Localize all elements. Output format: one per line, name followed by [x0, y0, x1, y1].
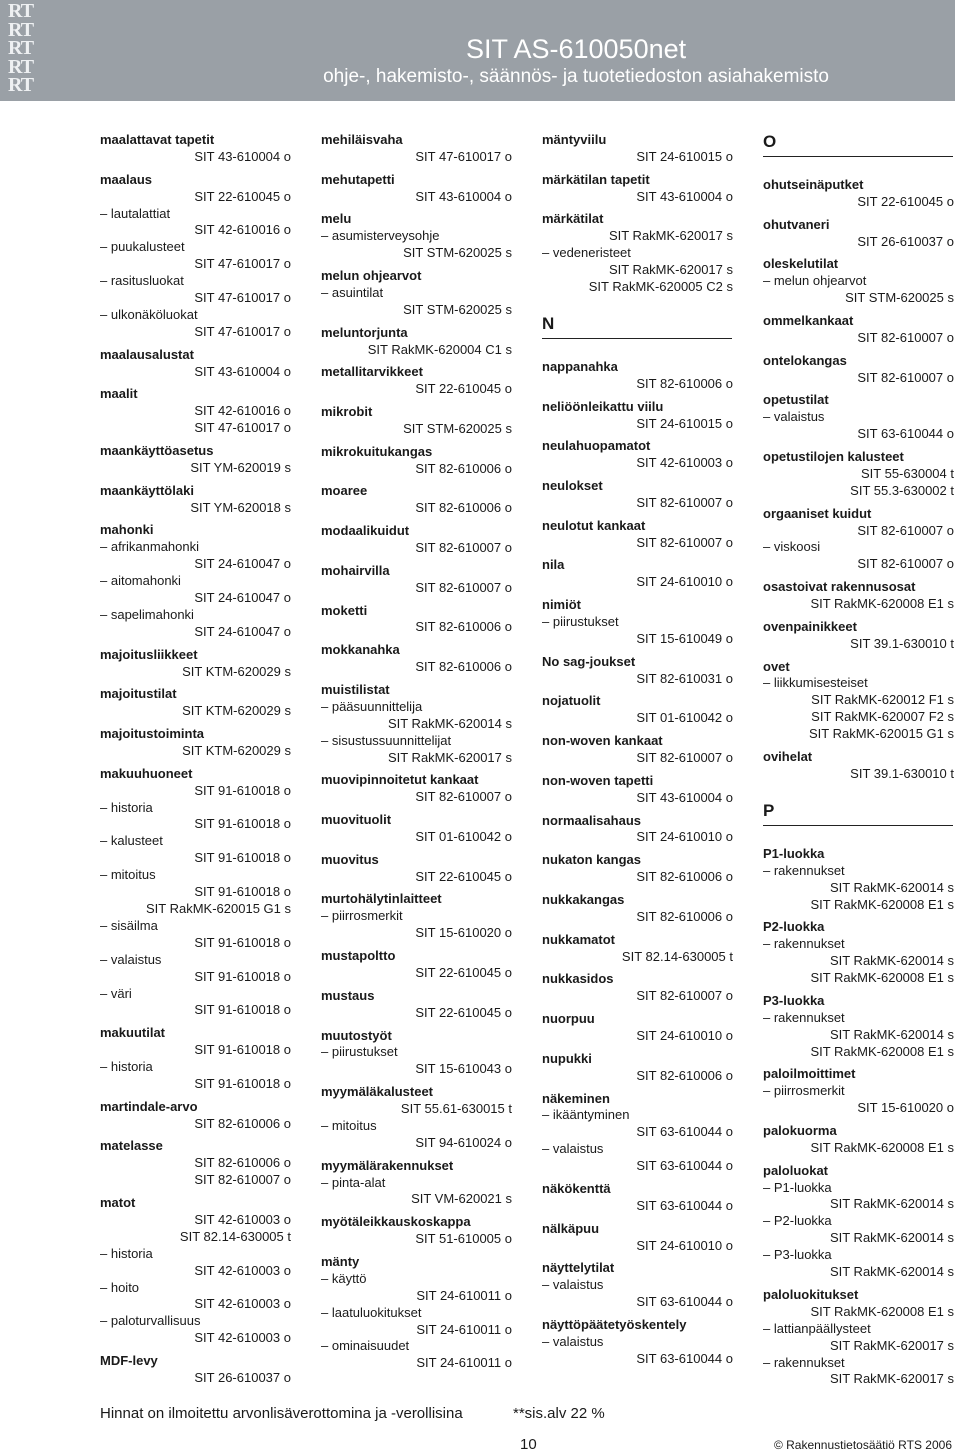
index-subterm: – P1-luokka — [763, 1179, 832, 1195]
index-reference: SIT RakMK-620008 E1 s — [810, 896, 954, 912]
index-subterm: – piirrosmerkit — [763, 1083, 845, 1099]
index-subterm: – lattianpäällysteet — [763, 1320, 871, 1336]
index-reference: SIT RakMK-620017 s — [608, 262, 733, 278]
index-term: orgaaniset kuidut — [763, 505, 872, 521]
index-term: näkökenttä — [542, 1180, 611, 1196]
index-subterm: – rakennukset — [763, 1354, 845, 1370]
index-term: meluntorjunta — [321, 324, 408, 340]
index-reference: SIT 55.61-630015 t — [400, 1101, 512, 1117]
index-column-4 — [763, 132, 954, 1388]
index-reference: SIT 15-610049 o — [636, 630, 733, 646]
index-term: muistilistat — [321, 681, 390, 697]
index-term: mohairvilla — [321, 562, 390, 578]
index-term: ovet — [763, 658, 790, 674]
index-reference: SIT 43-610004 o — [636, 789, 733, 805]
index-term: non-woven tapetti — [542, 772, 654, 788]
index-term: nukkakangas — [542, 891, 625, 907]
index-term: mokkanahka — [321, 642, 400, 658]
index-reference: SIT 82-610007 o — [194, 1172, 291, 1188]
index-term: mikrobit — [321, 404, 373, 420]
index-reference: SIT YM-620018 s — [190, 499, 291, 515]
index-reference: SIT 42-610003 o — [194, 1330, 291, 1346]
index-term: martindale-arvo — [100, 1098, 198, 1114]
index-reference: SIT 15-610043 o — [415, 1061, 512, 1077]
index-term: makuuhuoneet — [100, 765, 193, 781]
index-reference: SIT 63-610044 o — [636, 1158, 733, 1174]
index-reference: SIT 22-610045 o — [415, 868, 512, 884]
index-term: matot — [100, 1195, 136, 1211]
index-term: mehutapetti — [321, 171, 395, 187]
index-subterm: – käyttö — [321, 1270, 367, 1286]
index-term: ontelokangas — [763, 352, 847, 368]
index-subterm: – melun ohjearvot — [763, 273, 867, 289]
index-reference: SIT 82-610007 o — [857, 329, 954, 345]
index-reference: SIT RakMK-620015 G1 s — [809, 726, 954, 742]
index-term: mustapoltto — [321, 948, 396, 964]
index-reference: SIT VM-620021 s — [411, 1191, 512, 1207]
index-term: maalit — [100, 386, 138, 402]
index-reference: SIT RakMK-620004 C1 s — [367, 341, 512, 357]
index-reference: SIT 82.14-630005 t — [179, 1228, 291, 1244]
index-reference: SIT 42-610003 o — [194, 1211, 291, 1227]
index-term: nojatuolit — [542, 693, 601, 709]
index-reference: SIT RakMK-620012 F1 s — [811, 692, 954, 708]
index-reference: SIT 82-610007 o — [636, 534, 733, 550]
index-reference: SIT 26-610037 o — [194, 1369, 291, 1385]
index-reference: SIT YM-620019 s — [190, 459, 291, 475]
index-reference: SIT 82-610007 o — [857, 522, 954, 538]
index-reference: SIT RakMK-620017 s — [829, 1371, 954, 1387]
index-reference: SIT 82-610006 o — [636, 375, 733, 391]
index-reference: SIT RakMK-620008 E1 s — [810, 1043, 954, 1059]
index-reference: SIT RakMK-620017 s — [608, 228, 733, 244]
index-reference: SIT 15-610020 o — [415, 925, 512, 941]
index-column-2 — [321, 132, 512, 1372]
index-reference: SIT 43-610004 o — [636, 188, 733, 204]
header-title-block — [323, 33, 829, 89]
index-reference: SIT 22-610045 o — [415, 381, 512, 397]
index-reference: SIT 24-610011 o — [416, 1321, 512, 1337]
index-term: majoitustilat — [100, 686, 177, 702]
index-subterm: – rakennukset — [763, 1009, 845, 1025]
logo-row: RT — [8, 37, 34, 59]
index-reference: SIT RakMK-620005 C2 s — [588, 279, 733, 295]
index-reference: SIT 22-610045 o — [194, 188, 291, 204]
index-reference: SIT 91-610018 o — [194, 968, 291, 984]
index-term: opetustilojen kalusteet — [763, 449, 904, 465]
index-subterm: – hoito — [100, 1279, 140, 1295]
index-reference: SIT 82-610006 o — [636, 908, 733, 924]
index-reference: SIT 82-610007 o — [636, 750, 733, 766]
index-reference: SIT 42-610016 o — [194, 222, 291, 238]
index-term: näkeminen — [542, 1090, 610, 1106]
index-reference: SIT STM-620025 s — [403, 420, 512, 436]
index-term: normaalisahaus — [542, 812, 641, 828]
index-term: mäntyviilu — [542, 132, 607, 147]
index-term: oleskelutilat — [763, 256, 839, 272]
index-reference: SIT 91-610018 o — [194, 782, 291, 798]
index-term: neliöönleikattu viilu — [542, 398, 664, 414]
section-letter: N — [542, 313, 555, 333]
index-reference: SIT RakMK-620007 F2 s — [811, 709, 954, 725]
index-reference: SIT 39.1-630010 t — [850, 765, 954, 781]
index-reference: SIT 82-610007 o — [636, 494, 733, 510]
index-term: matelasse — [100, 1138, 163, 1154]
index-reference: SIT 91-610018 o — [194, 1075, 291, 1091]
index-reference: SIT 82-610006 o — [415, 619, 512, 635]
index-term: moaree — [321, 483, 368, 499]
section-letter: P — [763, 800, 775, 820]
index-subterm: – paloturvallisuus — [100, 1313, 201, 1329]
index-term: mahonki — [100, 522, 154, 538]
vat-note: **sis.alv 22 % — [513, 1405, 605, 1422]
index-term: makuutilat — [100, 1025, 166, 1041]
index-subterm: – rasitusluokat — [100, 273, 184, 289]
index-reference: SIT 24-610010 o — [636, 829, 733, 845]
logo-row: RT — [8, 0, 34, 22]
index-term: murtohälytinlaitteet — [321, 891, 442, 907]
header-banner — [0, 0, 955, 101]
index-reference: SIT RakMK-620017 s — [829, 1337, 954, 1353]
index-subterm: – valaistus — [100, 951, 162, 967]
index-reference: SIT RakMK-620014 s — [829, 1230, 954, 1246]
index-term: ohutvaneri — [763, 216, 830, 232]
section-rule — [542, 338, 732, 339]
section-rule — [763, 156, 953, 157]
index-term: neulahuopamatot — [542, 438, 651, 454]
index-reference: SIT KTM-620029 s — [182, 703, 291, 719]
index-reference: SIT RakMK-620014 s — [387, 715, 512, 731]
index-subterm: – valaistus — [542, 1333, 604, 1349]
index-term: märkätilat — [542, 211, 604, 227]
index-term: ommelkankaat — [763, 313, 854, 329]
index-subterm: – lautalattiat — [100, 205, 171, 221]
index-reference: SIT 82-610006 o — [636, 869, 733, 885]
index-term: melun ohjearvot — [321, 268, 422, 284]
index-reference: SIT 42-610016 o — [194, 403, 291, 419]
index-reference: SIT RakMK-620014 s — [829, 1196, 954, 1212]
index-reference: SIT 82-610006 o — [636, 1067, 733, 1083]
index-subterm: – kalusteet — [100, 833, 163, 849]
index-subterm: – ulkonäköluokat — [100, 306, 198, 322]
index-term: maalaus — [100, 171, 153, 187]
index-term: moketti — [321, 602, 368, 618]
index-term: nälkäpuu — [542, 1220, 600, 1236]
index-reference: SIT 55.3-630002 t — [850, 482, 954, 498]
index-term: nila — [542, 557, 565, 573]
index-term: näyttöpäätetyöskentely — [542, 1316, 687, 1332]
index-term: majoitustoiminta — [100, 726, 205, 742]
index-subterm: – mitoitus — [100, 867, 156, 883]
section-rule — [763, 825, 953, 826]
index-subterm: – asumisterveysohje — [321, 228, 440, 244]
index-term: nimiöt — [542, 597, 581, 613]
index-term: nukkamatot — [542, 931, 615, 947]
index-term: myötäleikkauskoskappa — [321, 1214, 471, 1230]
index-reference: SIT RakMK-620014 s — [829, 1264, 954, 1280]
index-subterm: – sapelimahonki — [100, 606, 194, 622]
index-term: mänty — [321, 1253, 360, 1269]
page-number: 10 — [520, 1436, 537, 1453]
index-term: No sag-joukset — [542, 653, 636, 669]
index-subterm: – rakennukset — [763, 862, 845, 878]
index-term: P1-luokka — [763, 845, 825, 861]
index-subterm: – rakennukset — [763, 936, 845, 952]
index-subterm: – ikääntyminen — [542, 1107, 630, 1123]
index-reference: SIT RakMK-620014 s — [829, 879, 954, 895]
index-subterm: – mitoitus — [321, 1117, 377, 1133]
index-reference: SIT 91-610018 o — [194, 816, 291, 832]
index-subterm: – puukalusteet — [100, 239, 185, 255]
index-term: non-woven kankaat — [542, 733, 663, 749]
index-subterm: – liikkumisesteiset — [763, 675, 868, 691]
index-reference: SIT 39.1-630010 t — [850, 635, 954, 651]
index-term: maankäyttölaki — [100, 482, 194, 498]
logo-row: RT — [8, 18, 34, 41]
index-reference: SIT 26-610037 o — [857, 233, 954, 249]
index-subterm: – valaistus — [542, 1141, 604, 1157]
index-term: MDF-levy — [100, 1353, 158, 1369]
index-term: maankäyttöasetus — [100, 442, 214, 458]
index-reference: SIT 24-610047 o — [194, 623, 291, 639]
index-subterm: – historia — [100, 1245, 153, 1261]
index-reference: SIT 82-610006 o — [194, 1155, 291, 1171]
index-reference: SIT 47-610017 o — [194, 290, 291, 306]
index-reference: SIT 43-610004 o — [194, 363, 291, 379]
index-term: näyttelytilat — [542, 1260, 615, 1276]
index-reference: SIT 47-610017 o — [415, 148, 512, 164]
section-letter: O — [763, 132, 777, 151]
index-subterm: – aitomahonki — [100, 573, 181, 589]
index-subterm: – P3-luokka — [763, 1247, 832, 1263]
index-term: P2-luokka — [763, 919, 825, 935]
index-reference: SIT 63-610044 o — [636, 1197, 733, 1213]
index-term: ovihelat — [763, 748, 813, 764]
index-reference: SIT STM-620025 s — [403, 245, 512, 261]
index-subterm: – pinta-alat — [321, 1174, 386, 1190]
index-reference: SIT 47-610017 o — [194, 323, 291, 339]
index-term: paloluokitukset — [763, 1286, 859, 1302]
index-reference: SIT 55-630004 t — [861, 465, 954, 481]
index-reference: SIT RakMK-620014 s — [829, 953, 954, 969]
index-reference: SIT 82-610006 o — [415, 659, 512, 675]
index-term: nuorpuu — [542, 1011, 595, 1027]
index-reference: SIT 82-610007 o — [415, 579, 512, 595]
index-reference: SIT 63-610044 o — [636, 1350, 733, 1366]
index-subterm: – väri — [100, 985, 132, 1001]
index-reference: SIT 42-610003 o — [194, 1296, 291, 1312]
index-reference: SIT 01-610042 o — [636, 710, 733, 726]
index-term: opetustilat — [763, 392, 829, 408]
index-reference: SIT STM-620025 s — [403, 301, 512, 317]
index-column-1 — [100, 132, 291, 1387]
index-term: nukaton kangas — [542, 852, 641, 868]
index-reference: SIT RakMK-620014 s — [829, 1026, 954, 1042]
index-subterm: – historia — [100, 1059, 153, 1075]
index-reference: SIT RakMK-620008 E1 s — [810, 1303, 954, 1319]
index-reference: SIT STM-620025 s — [845, 290, 954, 306]
index-term: neulotut kankaat — [542, 517, 646, 533]
index-reference: SIT 82-610007 o — [857, 556, 954, 572]
index-reference: SIT 24-610047 o — [194, 556, 291, 572]
index-reference: SIT 91-610018 o — [194, 1042, 291, 1058]
index-reference: SIT 82-610007 o — [415, 540, 512, 556]
index-subterm: – afrikanmahonki — [100, 539, 199, 555]
index-term: maalausalustat — [100, 346, 194, 362]
index-reference: SIT 63-610044 o — [857, 426, 954, 442]
index-reference: SIT RakMK-620008 E1 s — [810, 596, 954, 612]
index-subterm: – pääsuunnittelija — [321, 698, 423, 714]
index-reference: SIT 47-610017 o — [194, 256, 291, 272]
index-term: mikrokuitukangas — [321, 443, 433, 459]
index-term: muutostyöt — [321, 1027, 392, 1043]
index-term: majoitusliikkeet — [100, 646, 198, 662]
index-reference: SIT 82-610006 o — [415, 500, 512, 516]
index-term: mehiläisvaha — [321, 132, 403, 147]
index-term: paloilmoittimet — [763, 1066, 856, 1082]
index-reference: SIT 91-610018 o — [194, 1002, 291, 1018]
index-term: myymäläkalusteet — [321, 1084, 434, 1100]
index-term: osastoivat rakennusosat — [763, 579, 916, 595]
index-reference: SIT 63-610044 o — [636, 1124, 733, 1140]
index-term: P3-luokka — [763, 992, 825, 1008]
index-reference: SIT KTM-620029 s — [182, 663, 291, 679]
index-term: paloluokat — [763, 1162, 829, 1178]
index-reference: SIT 82-610006 o — [415, 460, 512, 476]
index-term: ovenpainikkeet — [763, 618, 857, 634]
index-reference: SIT RakMK-620015 G1 s — [146, 900, 291, 916]
copyright: © Rakennustietosäätiö RTS 2006 — [773, 1438, 952, 1452]
index-term: palokuorma — [763, 1122, 837, 1138]
index-reference: SIT 91-610018 o — [194, 850, 291, 866]
index-subterm: – ominaisuudet — [321, 1338, 410, 1354]
index-reference: SIT 24-610010 o — [636, 1028, 733, 1043]
index-subterm: – historia — [100, 799, 153, 815]
document-subtitle: ohje-, hakemisto-, säännös- ja tuotetiedoston asiahakemisto — [323, 66, 829, 87]
index-reference: SIT KTM-620029 s — [182, 742, 291, 758]
index-reference: SIT RakMK-620008 E1 s — [810, 970, 954, 986]
index-reference: SIT 24-610011 o — [416, 1287, 512, 1303]
index-reference: SIT 82-610007 o — [857, 369, 954, 385]
index-term: metallitarvikkeet — [321, 364, 423, 380]
index-term: märkätilan tapetit — [542, 171, 650, 187]
index-subterm: – piirrosmerkit — [321, 908, 403, 924]
index-reference: SIT 22-610045 o — [415, 965, 512, 980]
index-column-3 — [542, 132, 733, 1368]
index-subterm: – viskoosi — [763, 539, 821, 555]
index-term: nukkasidos — [542, 971, 614, 987]
index-subterm: – piirustukset — [542, 614, 619, 630]
index-reference: SIT 43-610004 o — [415, 188, 512, 204]
index-subterm: – sisäilma — [100, 917, 158, 933]
index-subterm: – sisustussuunnittelijat — [321, 732, 452, 748]
index-term: neulokset — [542, 478, 603, 494]
index-reference: SIT 01-610042 o — [415, 828, 512, 844]
index-reference: SIT 24-610010 o — [636, 1237, 733, 1253]
index-reference: SIT 43-610004 o — [194, 148, 291, 164]
index-term: melu — [321, 211, 352, 227]
logo-row: RT — [8, 74, 34, 96]
index-reference: SIT 91-610018 o — [194, 884, 291, 900]
index-reference: SIT 82.14-630005 t — [621, 948, 733, 964]
index-reference: SIT 42-610003 o — [636, 455, 733, 471]
rt-logo — [8, 2, 88, 98]
index-reference: SIT 51-610005 o — [415, 1231, 512, 1247]
index-reference: SIT 94-610024 o — [415, 1134, 512, 1150]
index-reference: SIT 82-610031 o — [636, 670, 733, 686]
index-reference: SIT 24-610015 o — [636, 415, 733, 431]
index-term: muovipinnoitetut kankaat — [321, 772, 479, 788]
index-reference: SIT 82-610007 o — [636, 988, 733, 1004]
index-reference: SIT 22-610045 o — [415, 1004, 512, 1020]
index-term: muovituolit — [321, 812, 392, 828]
index-subterm: – valaistus — [542, 1277, 604, 1293]
index-term: maalattavat tapetit — [100, 132, 215, 147]
index-reference: SIT RakMK-620017 s — [387, 749, 512, 765]
price-note: Hinnat on ilmoitettu arvonlisäverottomina ja -verollisina — [100, 1405, 463, 1422]
index-reference: SIT RakMK-620008 E1 s — [810, 1139, 954, 1155]
index-term: nupukki — [542, 1050, 592, 1066]
index-reference: SIT 24-610047 o — [194, 590, 291, 605]
index-subterm: – asuintilat — [321, 284, 384, 300]
index-subterm: – P2-luokka — [763, 1213, 832, 1229]
index-reference: SIT 82-610007 o — [415, 789, 512, 805]
index-term: mustaus — [321, 987, 375, 1003]
index-reference: SIT 63-610044 o — [636, 1294, 733, 1310]
index-reference: SIT 15-610020 o — [857, 1100, 954, 1116]
index-subterm: – vedeneristeet — [542, 245, 631, 261]
index-term: muovitus — [321, 851, 379, 867]
index-subterm: – piirustukset — [321, 1044, 398, 1060]
logo-row: RT — [8, 55, 34, 78]
index-term: modaalikuidut — [321, 523, 410, 539]
index-reference: SIT 24-610010 o — [636, 574, 733, 590]
index-subterm: – laatuluokitukset — [321, 1304, 422, 1320]
index-reference: SIT 22-610045 o — [857, 193, 954, 209]
index-reference: SIT 91-610018 o — [194, 934, 291, 950]
document-title: SIT AS-610050net — [465, 34, 687, 64]
index-term: myymälärakennukset — [321, 1157, 454, 1173]
index-term: nappanahka — [542, 358, 618, 374]
index-subterm: – valaistus — [763, 409, 825, 425]
index-reference: SIT 47-610017 o — [194, 420, 291, 436]
index-reference: SIT 24-610011 o — [416, 1355, 512, 1371]
index-reference: SIT 24-610015 o — [636, 148, 733, 164]
index-term: ohutseinäputket — [763, 177, 864, 192]
index-reference: SIT 42-610003 o — [194, 1262, 291, 1278]
index-reference: SIT 82-610006 o — [194, 1115, 291, 1131]
